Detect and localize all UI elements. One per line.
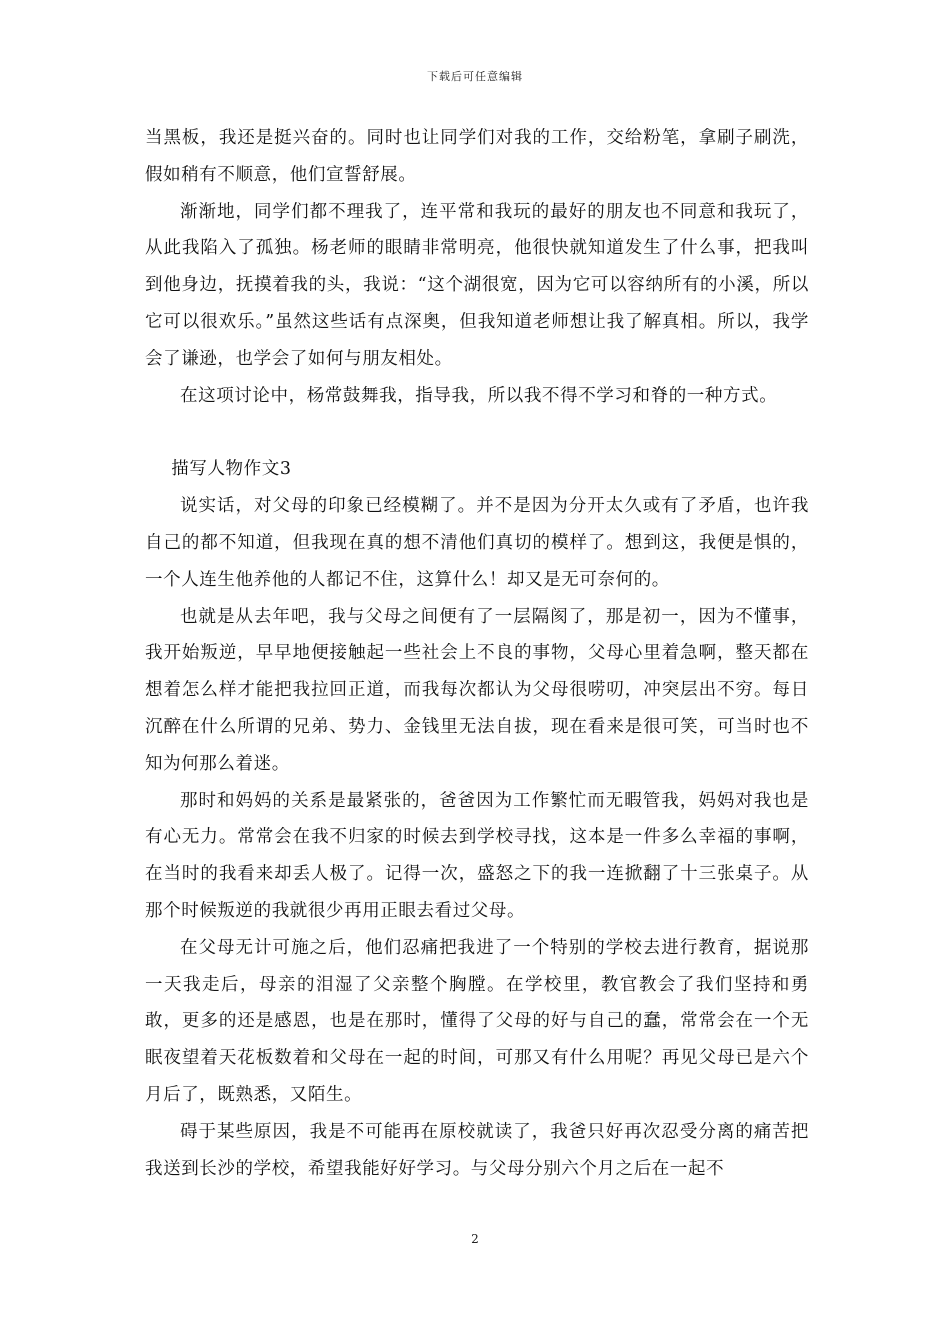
paragraph: 渐渐地，同学们都不理我了，连平常和我玩的最好的朋友也不同意和我玩了，从此我陷入了孤独。杨老师的眼睛非常明亮，他很快就知道发生了什么事，把我叫到他身边，抚摸着我的头，我说：“这个湖很宽，因为它可以容纳所有的小溪，所以它可以很欢乐。”虽然这些话有点深奥，但我知道老师想让我了解真相。所以，我学会了谦逊，也学会了如何与朋友相处。 [145,201,809,369]
page-number: 2 [471,1232,479,1246]
section-title: 描写人物作文3 [171,459,292,480]
paragraph: 也就是从去年吧，我与父母之间便有了一层隔阂了，那是初一，因为不懂事，我开始叛逆，早早地便接触起一些社会上不良的事物，父母心里着急啊，整天都在想着怎么样才能把我拉回正道，而我每次都认为父母很唠叨，冲突层出不穷。每日沉醉在什么所谓的兄弟、势力、金钱里无法自拔，现在看来是很可笑，可当时也不知为何那么着迷。 [145,606,809,774]
paragraph: 在父母无计可施之后，他们忍痛把我进了一个特别的学校去进行教育，据说那一天我走后，母亲的泪湿了父亲整个胸膛。在学校里，教官教会了我们坚持和勇敢，更多的还是感恩，也是在那时，懂得了父母的好与自己的蠢，常常会在一个无眠夜望着天花板数着和父母在一起的时间，可那又有什么用呢？再见父母已是六个月后了，既熟悉，又陌生。 [145,937,809,1105]
paragraph: 说实话，对父母的印象已经模糊了。并不是因为分开太久或有了矛盾，也许我自己的都不知道，但我现在真的想不清他们真切的模样了。想到这，我便是惧的，一个人连生他养他的人都记不住，这算什么！却又是无可奈何的。 [145,496,809,590]
paragraph: 碍于某些原因，我是不可能再在原校就读了，我爸只好再次忍受分离的痛苦把我送到长沙的学校，希望我能好好学习。与父母分别六个月之后在一起不 [145,1121,809,1179]
paragraph: 在这项讨论中，杨常鼓舞我，指导我，所以我不得不学习和脊的一种方式。 [180,385,778,406]
paragraph: 那时和妈妈的关系是最紧张的，爸爸因为工作繁忙而无暇管我，妈妈对我也是有心无力。常常会在我不归家的时候去到学校寻找，这本是一件多么幸福的事啊，在当时的我看来却丢人极了。记得一次，盛怒之下的我一连掀翻了十三张桌子。从那个时候叛逆的我就很少再用正眼去看过父母。 [145,790,809,921]
document-body [145,120,809,1187]
paragraph: 当黑板，我还是挺兴奋的。同时也让同学们对我的工作，交给粉笔，拿刷子刷洗，假如稍有不顺意，他们宣誓舒展。 [145,128,809,185]
page-header: 下载后可任意编辑 [427,70,523,83]
